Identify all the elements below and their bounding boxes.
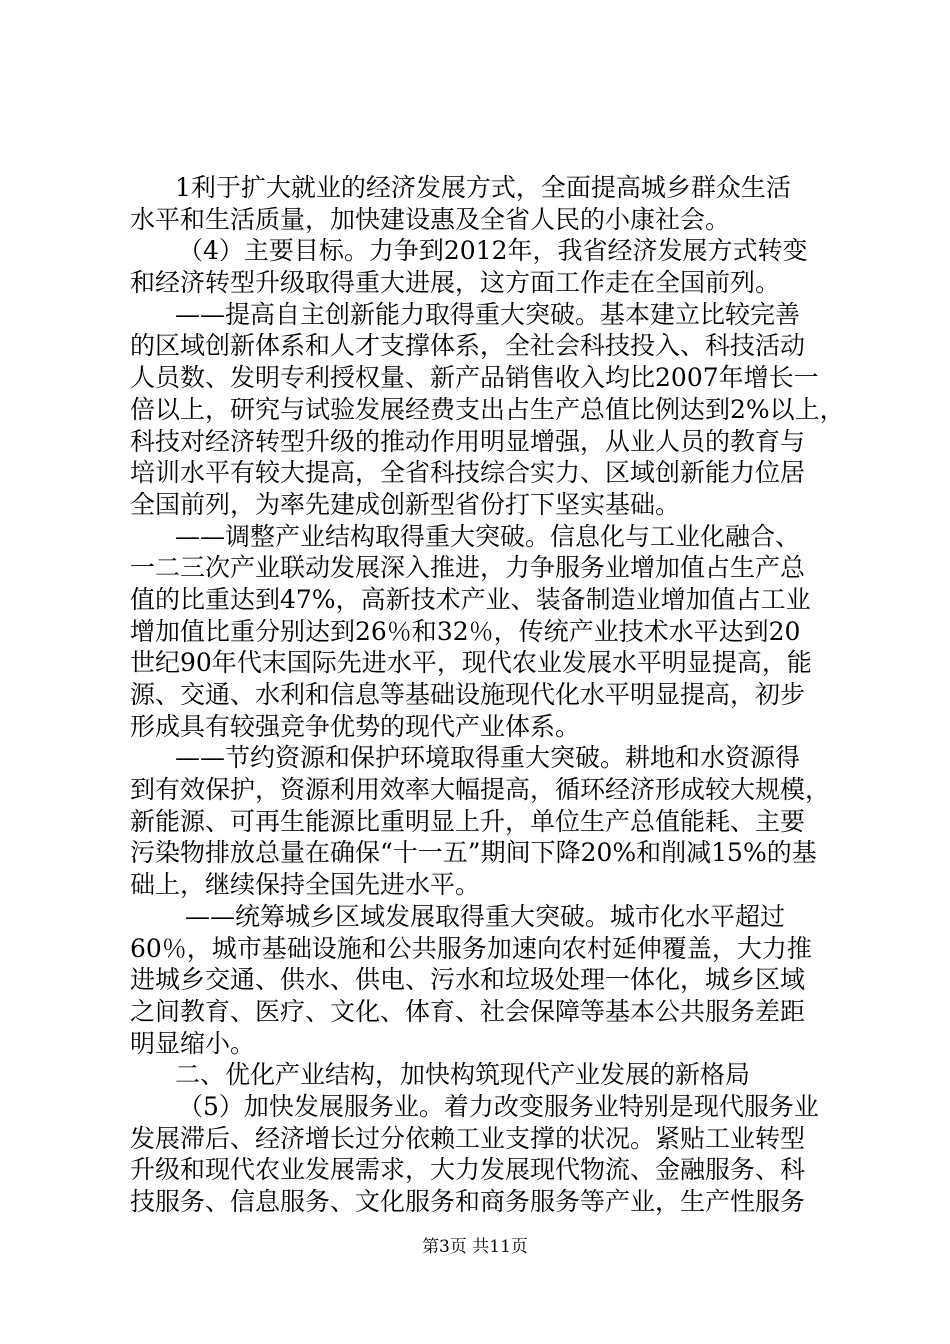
body-line: 和经济转型升级取得重大进展，这方面工作走在全国前列。 — [130, 268, 781, 297]
body-line: 污染物排放总量在确保“十一五”期间下降20%和削减15%的基 — [130, 838, 817, 867]
body-line: ——提高自主创新能力取得重大突破。基本建立比较完善 — [175, 300, 801, 329]
body-line: 世纪90年代末国际先进水平，现代农业发展水平明显提高，能 — [130, 648, 812, 677]
body-line: 科技对经济转型升级的推动作用明显增强，从业人员的教育与 — [130, 427, 806, 456]
body-line: （5）加快发展服务业。着力改变服务业特别是现代服务业 — [178, 1092, 819, 1121]
body-line: ——调整产业结构取得重大突破。信息化与工业化融合、 — [175, 522, 801, 551]
body-line: 全国前列，为率先建成创新型省份打下坚实基础。 — [130, 490, 681, 519]
body-line: 形成具有较强竞争优势的现代产业体系。 — [130, 712, 581, 741]
body-line: 1利于扩大就业的经济发展方式，全面提高城乡群众生活 — [175, 173, 791, 202]
body-line: （4）主要目标。力争到2012年，我省经济发展方式转变 — [178, 236, 808, 265]
body-line: 培训水平有较大提高，全省科技综合实力、区域创新能力位居 — [130, 458, 806, 487]
body-line: 源、交通、水利和信息等基础设施现代化水平明显提高，初步 — [130, 680, 806, 709]
body-line: 二、优化产业结构，加快构筑现代产业发展的新格局 — [175, 1060, 751, 1089]
body-line: 发展滞后、经济增长过分依赖工业支撑的状况。紧贴工业转型 — [130, 1124, 806, 1153]
body-line: 新能源、可再生能源比重明显上升，单位生产总值能耗、主要 — [130, 807, 806, 836]
body-line: 之间教育、医疗、文化、体育、社会保障等基本公共服务差距 — [130, 997, 806, 1026]
body-line: 升级和现代农业发展需求，大力发展现代物流、金融服务、科 — [130, 1155, 806, 1184]
body-line: ——统筹城乡区域发展取得重大突破。城市化水平超过 — [185, 902, 786, 931]
body-line: 到有效保护，资源利用效率大幅提高，循环经济形成较大规模， — [130, 775, 831, 804]
body-line: 的区域创新体系和人才支撑体系，全社会科技投入、科技活动 — [130, 331, 806, 360]
body-line: 水平和生活质量，加快建设惠及全省人民的小康社会。 — [130, 205, 731, 234]
body-line: 进城乡交通、供水、供电、污水和垃圾处理一体化，城乡区域 — [130, 965, 806, 994]
body-line: 倍以上，研究与试验发展经费支出占生产总值比例达到2%以上， — [130, 395, 845, 424]
body-line: 人员数、发明专利授权量、新产品销售收入均比2007年增长一 — [130, 363, 819, 392]
body-line: 明显缩小。 — [130, 1029, 256, 1058]
body-line: 础上，继续保持全国先进水平。 — [130, 870, 481, 899]
page-footer: 第3页 共11页 — [422, 1237, 528, 1257]
body-line: 一二三次产业联动发展深入推进，力争服务业增加值占生产总 — [130, 553, 806, 582]
body-line: 60％，城市基础设施和公共服务加速向农村延伸覆盖，大力推 — [130, 934, 812, 963]
body-line: 增加值比重分别达到26％和32％，传统产业技术水平达到20 — [130, 617, 801, 646]
body-line: 技服务、信息服务、文化服务和商务服务等产业，生产性服务 — [130, 1187, 806, 1216]
body-line: ——节约资源和保护环境取得重大突破。耕地和水资源得 — [175, 743, 801, 772]
body-line: 值的比重达到47%，高新技术产业、装备制造业增加值占工业 — [130, 585, 811, 614]
